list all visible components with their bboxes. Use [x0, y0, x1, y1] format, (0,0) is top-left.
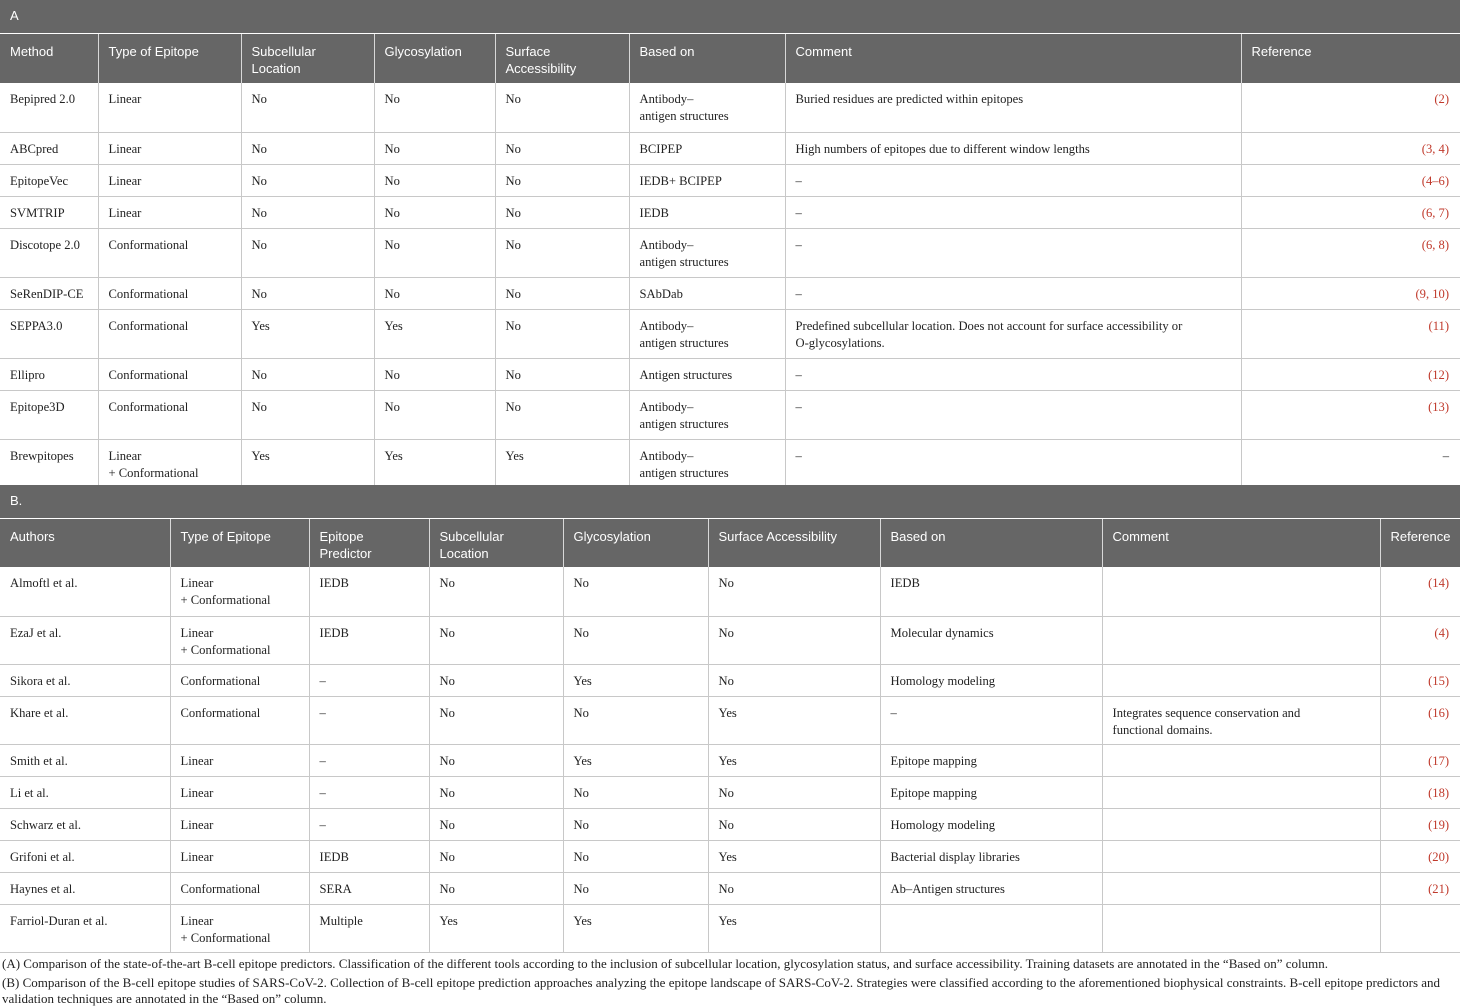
- a-cell-based-on: Antibody– antigen structures: [629, 83, 785, 132]
- b-cell-reference: (15): [1380, 664, 1460, 696]
- b-cell-glycosylation: Yes: [563, 744, 708, 776]
- a-cell-reference: (13): [1241, 390, 1460, 439]
- a-cell-reference: (2): [1241, 83, 1460, 132]
- b-cell-glycosylation: No: [563, 840, 708, 872]
- a-cell-comment: –: [785, 439, 1241, 488]
- a-cell-method: Discotope 2.0: [0, 228, 98, 277]
- a-cell-surface-accessibility: No: [495, 277, 629, 309]
- b-cell-glycosylation: Yes: [563, 664, 708, 696]
- b-cell-type-of-epitope: Conformational: [170, 872, 309, 904]
- a-cell-reference: (9, 10): [1241, 277, 1460, 309]
- a-cell-subcellular-location: No: [241, 277, 374, 309]
- b-cell-glycosylation: No: [563, 776, 708, 808]
- b-cell-comment: [1102, 904, 1380, 952]
- b-cell-glycosylation: No: [563, 808, 708, 840]
- table-row: [0, 83, 1460, 132]
- a-cell-comment: Predefined subcellular location. Does not account for surface accessibility or O-glycosylations.: [785, 309, 1241, 358]
- table-row: [0, 776, 1460, 808]
- a-cell-based-on: Antibody– antigen structures: [629, 309, 785, 358]
- b-cell-subcellular-location: No: [429, 808, 563, 840]
- b-cell-reference: (4): [1380, 616, 1460, 664]
- b-cell-surface-accessibility: No: [708, 664, 880, 696]
- b-cell-glycosylation: No: [563, 567, 708, 616]
- b-cell-reference: [1380, 904, 1460, 952]
- table-row: [0, 390, 1460, 439]
- a-cell-surface-accessibility: No: [495, 309, 629, 358]
- b-cell-based-on: Epitope mapping: [880, 776, 1102, 808]
- b-cell-type-of-epitope: Linear + Conformational: [170, 567, 309, 616]
- b-cell-reference: (19): [1380, 808, 1460, 840]
- b-header-surface-accessibility: Surface Accessibility: [708, 518, 880, 567]
- a-cell-glycosylation: No: [374, 228, 495, 277]
- b-cell-comment: Integrates sequence conservation and functional domains.: [1102, 696, 1380, 744]
- b-cell-authors: EzaJ et al.: [0, 616, 170, 664]
- b-header-type-of-epitope: Type of Epitope: [170, 518, 309, 567]
- table-row: [0, 567, 1460, 616]
- b-cell-epitope-predictor: IEDB: [309, 616, 429, 664]
- table-row: [0, 872, 1460, 904]
- b-cell-type-of-epitope: Linear + Conformational: [170, 904, 309, 952]
- b-cell-surface-accessibility: No: [708, 808, 880, 840]
- a-cell-reference: (3, 4): [1241, 132, 1460, 164]
- b-cell-comment: [1102, 744, 1380, 776]
- b-cell-comment: [1102, 840, 1380, 872]
- b-cell-type-of-epitope: Linear: [170, 840, 309, 872]
- b-cell-comment: [1102, 616, 1380, 664]
- a-cell-glycosylation: No: [374, 358, 495, 390]
- a-cell-glycosylation: No: [374, 277, 495, 309]
- a-cell-comment: High numbers of epitopes due to different window lengths: [785, 132, 1241, 164]
- a-cell-method: Ellipro: [0, 358, 98, 390]
- b-cell-epitope-predictor: –: [309, 776, 429, 808]
- b-cell-epitope-predictor: IEDB: [309, 840, 429, 872]
- a-cell-comment: Buried residues are predicted within epitopes: [785, 83, 1241, 132]
- a-cell-glycosylation: No: [374, 132, 495, 164]
- a-cell-type-of-epitope: Conformational: [98, 228, 241, 277]
- a-cell-subcellular-location: Yes: [241, 439, 374, 488]
- a-cell-based-on: Antigen structures: [629, 358, 785, 390]
- a-cell-glycosylation: No: [374, 196, 495, 228]
- b-cell-epitope-predictor: –: [309, 696, 429, 744]
- a-header-subcellular-location: Subcellular Location: [241, 33, 374, 83]
- table-row: [0, 744, 1460, 776]
- a-cell-method: Epitope3D: [0, 390, 98, 439]
- a-header-surface-accessibility: Surface Accessibility: [495, 33, 629, 83]
- b-cell-subcellular-location: No: [429, 776, 563, 808]
- a-cell-surface-accessibility: No: [495, 196, 629, 228]
- b-header-epitope-predictor: Epitope Predictor: [309, 518, 429, 567]
- b-cell-type-of-epitope: Linear + Conformational: [170, 616, 309, 664]
- b-cell-authors: Li et al.: [0, 776, 170, 808]
- a-cell-subcellular-location: No: [241, 196, 374, 228]
- b-cell-authors: Khare et al.: [0, 696, 170, 744]
- b-cell-authors: Sikora et al.: [0, 664, 170, 696]
- table-row: [0, 808, 1460, 840]
- a-cell-type-of-epitope: Linear: [98, 164, 241, 196]
- b-cell-subcellular-location: Yes: [429, 904, 563, 952]
- a-cell-method: ABCpred: [0, 132, 98, 164]
- b-cell-reference: (20): [1380, 840, 1460, 872]
- b-cell-comment: [1102, 664, 1380, 696]
- a-header-based-on: Based on: [629, 33, 785, 83]
- b-cell-epitope-predictor: –: [309, 664, 429, 696]
- a-cell-glycosylation: No: [374, 83, 495, 132]
- a-cell-type-of-epitope: Conformational: [98, 277, 241, 309]
- a-cell-comment: –: [785, 164, 1241, 196]
- b-cell-subcellular-location: No: [429, 616, 563, 664]
- b-cell-epitope-predictor: –: [309, 744, 429, 776]
- b-cell-based-on: Molecular dynamics: [880, 616, 1102, 664]
- b-cell-type-of-epitope: Conformational: [170, 696, 309, 744]
- b-cell-subcellular-location: No: [429, 840, 563, 872]
- table-row: [0, 132, 1460, 164]
- a-header-comment: Comment: [785, 33, 1241, 83]
- b-cell-type-of-epitope: Conformational: [170, 664, 309, 696]
- b-header-comment: Comment: [1102, 518, 1380, 567]
- b-cell-based-on: Epitope mapping: [880, 744, 1102, 776]
- b-cell-based-on: [880, 904, 1102, 952]
- b-cell-epitope-predictor: SERA: [309, 872, 429, 904]
- a-cell-type-of-epitope: Conformational: [98, 309, 241, 358]
- b-cell-based-on: Bacterial display libraries: [880, 840, 1102, 872]
- b-cell-authors: Schwarz et al.: [0, 808, 170, 840]
- b-cell-type-of-epitope: Linear: [170, 776, 309, 808]
- a-cell-comment: –: [785, 277, 1241, 309]
- b-cell-surface-accessibility: Yes: [708, 840, 880, 872]
- b-cell-authors: Smith et al.: [0, 744, 170, 776]
- a-cell-glycosylation: Yes: [374, 439, 495, 488]
- b-cell-glycosylation: No: [563, 696, 708, 744]
- b-cell-based-on: –: [880, 696, 1102, 744]
- b-cell-type-of-epitope: Linear: [170, 744, 309, 776]
- table-row: [0, 358, 1460, 390]
- b-cell-type-of-epitope: Linear: [170, 808, 309, 840]
- a-cell-comment: –: [785, 196, 1241, 228]
- b-cell-surface-accessibility: Yes: [708, 696, 880, 744]
- a-cell-subcellular-location: No: [241, 164, 374, 196]
- b-cell-subcellular-location: No: [429, 664, 563, 696]
- a-cell-based-on: BCIPEP: [629, 132, 785, 164]
- a-cell-subcellular-location: No: [241, 228, 374, 277]
- a-cell-based-on: SAbDab: [629, 277, 785, 309]
- a-cell-surface-accessibility: No: [495, 390, 629, 439]
- caption-b: (B) Comparison of the B-cell epitope studies of SARS-CoV-2. Collection of B-cell epitope prediction approaches analyzing the epitope landscape of SARS-CoV-2. Strategies were classified according to the aforementioned biophysical constraints. B-cell epitope predictors and validation techniques are annotated in the “Based on” column.: [2, 975, 1441, 1006]
- a-cell-subcellular-location: No: [241, 390, 374, 439]
- a-cell-type-of-epitope: Linear: [98, 132, 241, 164]
- b-cell-surface-accessibility: No: [708, 567, 880, 616]
- b-cell-authors: Grifoni et al.: [0, 840, 170, 872]
- a-cell-based-on: Antibody– antigen structures: [629, 439, 785, 488]
- a-cell-reference: (6, 7): [1241, 196, 1460, 228]
- a-cell-type-of-epitope: Conformational: [98, 390, 241, 439]
- a-cell-surface-accessibility: Yes: [495, 439, 629, 488]
- b-cell-reference: (17): [1380, 744, 1460, 776]
- a-cell-based-on: IEDB+ BCIPEP: [629, 164, 785, 196]
- a-cell-type-of-epitope: Linear: [98, 196, 241, 228]
- a-cell-based-on: Antibody– antigen structures: [629, 390, 785, 439]
- a-header-method: Method: [0, 33, 98, 83]
- b-cell-surface-accessibility: Yes: [708, 904, 880, 952]
- table-a-label: A: [0, 0, 1460, 33]
- b-header-authors: Authors: [0, 518, 170, 567]
- b-cell-comment: [1102, 776, 1380, 808]
- a-cell-surface-accessibility: No: [495, 358, 629, 390]
- a-cell-method: Brewpitopes: [0, 439, 98, 488]
- a-cell-comment: –: [785, 390, 1241, 439]
- b-cell-comment: [1102, 872, 1380, 904]
- a-cell-type-of-epitope: Linear: [98, 83, 241, 132]
- a-cell-glycosylation: No: [374, 164, 495, 196]
- a-cell-subcellular-location: No: [241, 132, 374, 164]
- a-cell-subcellular-location: No: [241, 358, 374, 390]
- table-row: [0, 309, 1460, 358]
- table-row: [0, 696, 1460, 744]
- a-cell-method: Bepipred 2.0: [0, 83, 98, 132]
- table-row: [0, 277, 1460, 309]
- b-cell-based-on: Ab–Antigen structures: [880, 872, 1102, 904]
- a-cell-reference: (11): [1241, 309, 1460, 358]
- a-cell-surface-accessibility: No: [495, 83, 629, 132]
- a-cell-method: SeRenDIP-CE: [0, 277, 98, 309]
- b-header-glycosylation: Glycosylation: [563, 518, 708, 567]
- b-cell-glycosylation: No: [563, 872, 708, 904]
- b-cell-surface-accessibility: No: [708, 776, 880, 808]
- a-cell-method: SEPPA3.0: [0, 309, 98, 358]
- table-row: [0, 664, 1460, 696]
- table-row: [0, 196, 1460, 228]
- b-cell-subcellular-location: No: [429, 744, 563, 776]
- table-b-label: B.: [0, 485, 1460, 518]
- caption-a: (A) Comparison of the state-of-the-art B-cell epitope predictors. Classification of the different tools according to the inclusion of subcellular location, glycosylation status, and surface accessibility. Training datasets are annotated in the “Based on” column.: [2, 956, 1328, 971]
- b-cell-surface-accessibility: No: [708, 872, 880, 904]
- b-cell-based-on: IEDB: [880, 567, 1102, 616]
- a-cell-type-of-epitope: Conformational: [98, 358, 241, 390]
- b-header-reference: Reference: [1380, 518, 1460, 567]
- b-cell-based-on: Homology modeling: [880, 808, 1102, 840]
- b-cell-glycosylation: No: [563, 616, 708, 664]
- b-cell-based-on: Homology modeling: [880, 664, 1102, 696]
- b-cell-reference: (18): [1380, 776, 1460, 808]
- a-cell-method: SVMTRIP: [0, 196, 98, 228]
- a-cell-subcellular-location: No: [241, 83, 374, 132]
- a-header-type-of-epitope: Type of Epitope: [98, 33, 241, 83]
- b-cell-subcellular-location: No: [429, 567, 563, 616]
- b-header-based-on: Based on: [880, 518, 1102, 567]
- b-cell-epitope-predictor: Multiple: [309, 904, 429, 952]
- b-header-subcellular-location: Subcellular Location: [429, 518, 563, 567]
- a-cell-method: EpitopeVec: [0, 164, 98, 196]
- a-cell-reference: –: [1241, 439, 1460, 488]
- b-cell-epitope-predictor: –: [309, 808, 429, 840]
- a-header-glycosylation: Glycosylation: [374, 33, 495, 83]
- a-cell-glycosylation: Yes: [374, 309, 495, 358]
- b-cell-authors: Farriol-Duran et al.: [0, 904, 170, 952]
- table-row: [0, 840, 1460, 872]
- a-cell-reference: (6, 8): [1241, 228, 1460, 277]
- a-cell-comment: –: [785, 228, 1241, 277]
- a-cell-surface-accessibility: No: [495, 164, 629, 196]
- table-b: [0, 485, 1460, 953]
- b-cell-surface-accessibility: No: [708, 616, 880, 664]
- table-row: [0, 616, 1460, 664]
- a-cell-type-of-epitope: Linear + Conformational: [98, 439, 241, 488]
- b-cell-epitope-predictor: IEDB: [309, 567, 429, 616]
- b-cell-subcellular-location: No: [429, 696, 563, 744]
- b-cell-authors: Haynes et al.: [0, 872, 170, 904]
- table-row: [0, 904, 1460, 952]
- a-cell-based-on: Antibody– antigen structures: [629, 228, 785, 277]
- a-cell-comment: –: [785, 358, 1241, 390]
- a-cell-reference: (12): [1241, 358, 1460, 390]
- a-cell-surface-accessibility: No: [495, 132, 629, 164]
- b-cell-comment: [1102, 567, 1380, 616]
- b-cell-subcellular-location: No: [429, 872, 563, 904]
- b-cell-glycosylation: Yes: [563, 904, 708, 952]
- b-cell-comment: [1102, 808, 1380, 840]
- b-cell-reference: (14): [1380, 567, 1460, 616]
- a-header-reference: Reference: [1241, 33, 1460, 83]
- a-cell-subcellular-location: Yes: [241, 309, 374, 358]
- a-cell-glycosylation: No: [374, 390, 495, 439]
- table-row: [0, 228, 1460, 277]
- table-row: [0, 439, 1460, 488]
- b-cell-authors: Almoftl et al.: [0, 567, 170, 616]
- a-cell-surface-accessibility: No: [495, 228, 629, 277]
- b-cell-reference: (16): [1380, 696, 1460, 744]
- b-cell-reference: (21): [1380, 872, 1460, 904]
- a-cell-reference: (4–6): [1241, 164, 1460, 196]
- table-a: [0, 0, 1460, 489]
- b-cell-surface-accessibility: Yes: [708, 744, 880, 776]
- a-cell-based-on: IEDB: [629, 196, 785, 228]
- table-row: [0, 164, 1460, 196]
